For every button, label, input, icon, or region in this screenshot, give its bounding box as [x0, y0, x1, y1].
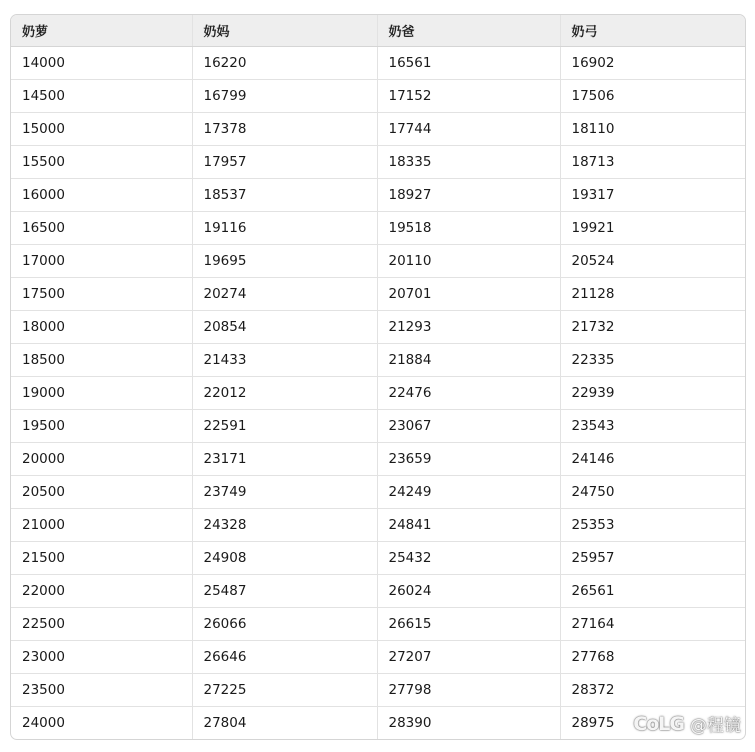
table-cell: 24000: [11, 707, 192, 740]
table-cell: 25432: [377, 542, 560, 575]
table-cell: 28975: [560, 707, 745, 740]
table-cell: 24249: [377, 476, 560, 509]
table-cell: 21433: [192, 344, 377, 377]
table-row: [11, 377, 745, 410]
table-cell: 17957: [192, 146, 377, 179]
table-cell: 23749: [192, 476, 377, 509]
table-cell: 19695: [192, 245, 377, 278]
table-row: [11, 641, 745, 674]
table-cell: 22000: [11, 575, 192, 608]
table-cell: 27768: [560, 641, 745, 674]
table-cell: 15000: [11, 113, 192, 146]
table-cell: 19000: [11, 377, 192, 410]
table-row: [11, 608, 745, 641]
table-cell: 21293: [377, 311, 560, 344]
table-cell: 27225: [192, 674, 377, 707]
table-header: [11, 15, 745, 47]
table-cell: 22591: [192, 410, 377, 443]
table-row: [11, 278, 745, 311]
table-cell: 24328: [192, 509, 377, 542]
table-cell: 19500: [11, 410, 192, 443]
table-cell: 16000: [11, 179, 192, 212]
table-cell: 24750: [560, 476, 745, 509]
table-cell: 18713: [560, 146, 745, 179]
table-cell: 26066: [192, 608, 377, 641]
table-cell: 22012: [192, 377, 377, 410]
table-cell: 22335: [560, 344, 745, 377]
table-cell: 19116: [192, 212, 377, 245]
table-row: [11, 344, 745, 377]
table-cell: 24908: [192, 542, 377, 575]
table-row: [11, 80, 745, 113]
table-cell: 24146: [560, 443, 745, 476]
table-cell: 22476: [377, 377, 560, 410]
table-row: [11, 245, 745, 278]
table-cell: 20500: [11, 476, 192, 509]
table-cell: 27164: [560, 608, 745, 641]
column-header: 奶弓: [560, 15, 745, 47]
column-header: 奶爸: [377, 15, 560, 47]
table-body: [11, 47, 745, 740]
column-header: 奶妈: [192, 15, 377, 47]
table-row: [11, 179, 745, 212]
table-row: [11, 212, 745, 245]
table-cell: 17000: [11, 245, 192, 278]
table-cell: 21500: [11, 542, 192, 575]
table-row: [11, 575, 745, 608]
table-cell: 25487: [192, 575, 377, 608]
data-table-container: [10, 14, 746, 740]
table-cell: 14500: [11, 80, 192, 113]
table-cell: 23171: [192, 443, 377, 476]
table-cell: 20274: [192, 278, 377, 311]
table-cell: 27804: [192, 707, 377, 740]
column-header: 奶萝: [11, 15, 192, 47]
table-cell: 19518: [377, 212, 560, 245]
table-cell: 26024: [377, 575, 560, 608]
table-cell: 17152: [377, 80, 560, 113]
table-cell: 25353: [560, 509, 745, 542]
table-cell: 19317: [560, 179, 745, 212]
watermark-logo: CoLG: [633, 712, 684, 735]
table-cell: 20701: [377, 278, 560, 311]
table-cell: 17506: [560, 80, 745, 113]
table-cell: 23500: [11, 674, 192, 707]
table-cell: 23067: [377, 410, 560, 443]
table-row: [11, 509, 745, 542]
table-row: [11, 443, 745, 476]
table-cell: 23659: [377, 443, 560, 476]
table-cell: 18110: [560, 113, 745, 146]
table-cell: 16799: [192, 80, 377, 113]
table-cell: 20854: [192, 311, 377, 344]
table-cell: 16902: [560, 47, 745, 80]
table-cell: 23000: [11, 641, 192, 674]
table-cell: 15500: [11, 146, 192, 179]
table-cell: 14000: [22, 55, 65, 71]
table-row: [11, 47, 745, 80]
table-cell: 27798: [377, 674, 560, 707]
table-cell: 28372: [560, 674, 745, 707]
table-row: [11, 311, 745, 344]
table-cell: 18537: [192, 179, 377, 212]
table-cell: 17378: [192, 113, 377, 146]
table-cell: 22500: [11, 608, 192, 641]
table-header-row: [11, 15, 745, 47]
table-cell: 21732: [560, 311, 745, 344]
table-cell: 24841: [377, 509, 560, 542]
data-table: [11, 15, 745, 739]
watermark: [633, 711, 741, 736]
table-cell: 28390: [377, 707, 560, 740]
table-row: [11, 146, 745, 179]
table-row: [11, 113, 745, 146]
table-cell: 21000: [11, 509, 192, 542]
table-cell: 21128: [560, 278, 745, 311]
table-row: [11, 542, 745, 575]
table-cell: 19921: [560, 212, 745, 245]
table-cell: 26615: [377, 608, 560, 641]
table-row: [11, 476, 745, 509]
table-cell: 25957: [560, 542, 745, 575]
table-cell: 26561: [560, 575, 745, 608]
table-row: [11, 410, 745, 443]
table-cell: 16561: [377, 47, 560, 80]
table-cell: 17500: [11, 278, 192, 311]
watermark-text: @程镜: [690, 716, 741, 736]
table-cell: 17744: [377, 113, 560, 146]
table-cell: 18335: [377, 146, 560, 179]
table-cell: 21884: [377, 344, 560, 377]
table-cell: 26646: [192, 641, 377, 674]
table-cell: 22939: [560, 377, 745, 410]
table-cell: 27207: [377, 641, 560, 674]
table-cell: 18500: [11, 344, 192, 377]
table-cell: 18927: [377, 179, 560, 212]
table-cell: 16500: [11, 212, 192, 245]
table-cell: 20524: [560, 245, 745, 278]
table-row: [11, 674, 745, 707]
table-cell: 23543: [560, 410, 745, 443]
table-cell: 20000: [11, 443, 192, 476]
table-cell: 20110: [377, 245, 560, 278]
table-cell: 16220: [192, 47, 377, 80]
table-cell: 18000: [11, 311, 192, 344]
